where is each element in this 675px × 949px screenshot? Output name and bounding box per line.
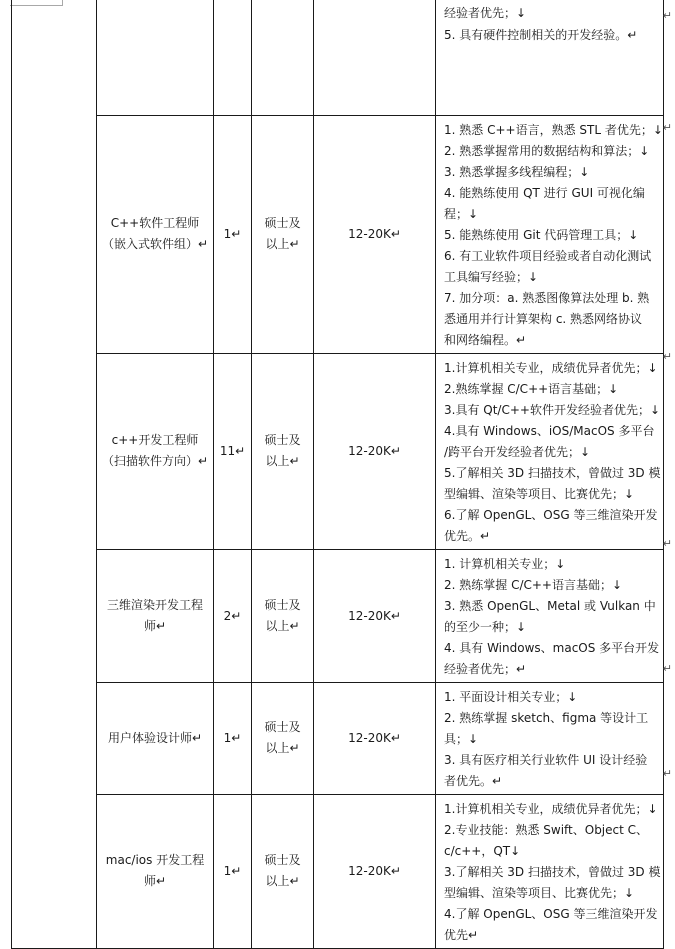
req-line: 1. 熟悉 C++语言，熟悉 STL 者优先；↓	[444, 122, 663, 137]
job-title-sub: （嵌入式软件组）↵	[101, 237, 209, 251]
req-line: 5. 具有硬件控制相关的开发经验。↵	[444, 28, 638, 42]
degree: 硕士及	[264, 597, 301, 612]
table-row	[12, 794, 664, 948]
degree-cell	[252, 794, 314, 948]
requirements-cell	[436, 549, 664, 682]
salary: 12-20K↵	[348, 608, 401, 623]
table-row	[12, 115, 664, 353]
req-line: 2.熟练掌握 C/C++语言基础；↓	[444, 381, 619, 396]
job-title: mac/ios 开发工程	[105, 853, 205, 867]
count-cell	[214, 353, 252, 549]
headcount: 11↵	[219, 444, 246, 458]
salary-cell	[314, 0, 436, 115]
salary: 12-20K↵	[348, 731, 401, 745]
req-line: 2.专业技能：熟悉 Swift、Object C、	[444, 822, 649, 837]
req-line: 1.计算机相关专业，成绩优异者优先；↓	[444, 360, 658, 375]
req-line: 3.了解相关 3D 扫描技术，曾做过 3D 模	[444, 864, 661, 879]
degree-cell	[252, 353, 314, 549]
degree: 硕士及	[264, 216, 301, 230]
headcount: 1↵	[223, 864, 242, 878]
req-line: 经验者优先；↓	[444, 6, 527, 20]
req-line: 的至少一种；↓	[444, 619, 527, 634]
req-line: 工具编写经验；↓	[444, 269, 539, 284]
salary-cell	[314, 682, 436, 794]
table-row	[12, 353, 664, 549]
table-row	[12, 682, 664, 794]
req-line: 2. 熟练掌握 sketch、figma 等设计工	[444, 710, 649, 725]
req-line: 1. 计算机相关专业；↓	[444, 556, 566, 571]
req-line: 具；↓	[444, 731, 479, 746]
req-line: /跨平台开发经验者优先；↓	[444, 444, 591, 459]
headcount: 1↵	[223, 731, 242, 745]
req-line: 程；↓	[444, 206, 479, 221]
title-cell	[97, 682, 214, 794]
requirements-cell	[436, 353, 664, 549]
req-line: 型编辑、渲染等项目、比赛优先；↓	[444, 486, 635, 501]
count-cell	[214, 549, 252, 682]
salary-cell	[314, 115, 436, 353]
requirements-cell	[436, 0, 664, 115]
req-line: 者优先。↵	[444, 773, 503, 788]
req-line: 2. 熟悉掌握常用的数据结构和算法；↓	[444, 143, 650, 158]
department-cell	[12, 0, 97, 948]
req-line: 3. 熟悉掌握多线程编程；↓	[444, 164, 590, 179]
req-line: 型编辑、渲染等项目、比赛优先；↓	[444, 885, 635, 900]
job-title-sub: （扫描软件方向）↵	[101, 454, 209, 468]
salary: 12-20K↵	[348, 444, 401, 458]
req-line: c/c++，QT↓	[444, 843, 521, 858]
degree: 硕士及	[264, 720, 301, 734]
headcount: 2↵	[223, 608, 242, 623]
req-line: 悉通用并行计算架构 c. 熟悉网络协议	[444, 311, 643, 326]
req-line: 5. 能熟练使用 Git 代码管理工具；↓	[444, 227, 639, 242]
degree: 硕士及	[264, 853, 301, 867]
title-cell	[97, 794, 214, 948]
degree: 硕士及	[264, 433, 301, 447]
req-line: 优先↵	[444, 927, 479, 942]
req-line: 3. 具有医疗相关行业软件 UI 设计经验	[444, 752, 648, 767]
count-cell	[214, 794, 252, 948]
req-line: 6. 有工业软件项目经验或者自动化测试	[444, 248, 652, 263]
degree-sub: 以上↵	[265, 741, 300, 755]
headcount: 1↵	[223, 227, 242, 241]
paragraph-mark: ↵	[662, 9, 672, 22]
degree-sub: 以上↵	[265, 237, 300, 251]
degree-sub: 以上↵	[265, 874, 300, 888]
paragraph-mark: ↵	[662, 350, 672, 363]
degree-sub: 以上↵	[265, 618, 300, 633]
table-row	[12, 549, 664, 682]
salary-cell	[314, 549, 436, 682]
req-line: 2. 熟练掌握 C/C++语言基础；↓	[444, 577, 623, 592]
req-line: 经验者优先；↵	[444, 661, 527, 676]
count-cell	[214, 0, 252, 115]
title-cell	[97, 115, 214, 353]
req-line: 3.具有 Qt/C++软件开发经验者优先；↓	[444, 402, 661, 417]
req-line: 优先。↵	[444, 528, 491, 543]
req-line: 3. 熟悉 OpenGL、Metal 或 Vulkan 中	[444, 598, 656, 613]
salary: 12-20K↵	[348, 227, 401, 241]
paragraph-mark: ↵	[662, 121, 672, 134]
job-title: 三维渲染开发工程	[106, 597, 203, 612]
count-cell	[214, 115, 252, 353]
degree-cell	[252, 115, 314, 353]
count-cell	[214, 682, 252, 794]
req-line: 4.具有 Windows、iOS/MacOS 多平台	[444, 423, 655, 438]
degree-cell	[252, 0, 314, 115]
paragraph-mark: ↵	[662, 662, 672, 675]
req-line: 7. 加分项：a. 熟悉图像算法处理 b. 熟	[444, 290, 650, 305]
job-title: C++软件工程师	[110, 216, 200, 230]
requirements-cell	[436, 682, 664, 794]
job-title-sub: 师↵	[143, 618, 167, 633]
req-line: 和网络编程。↵	[444, 332, 527, 347]
degree-cell	[252, 549, 314, 682]
table-row-partial	[12, 0, 664, 115]
req-line: 4. 能熟练使用 QT 进行 GUI 可视化编	[444, 185, 645, 200]
salary-cell	[314, 353, 436, 549]
title-cell	[97, 353, 214, 549]
salary: 12-20K↵	[348, 864, 401, 878]
job-title-sub: 师↵	[143, 874, 167, 888]
requirements-cell	[436, 794, 664, 948]
req-line: 6.了解 OpenGL、OSG 等三维渲染开发	[444, 507, 658, 522]
degree-sub: 以上↵	[265, 454, 300, 468]
job-table	[11, 0, 664, 949]
title-cell	[97, 0, 214, 115]
paragraph-mark: ↵	[662, 537, 672, 550]
req-line: 1. 平面设计相关专业；↓	[444, 689, 578, 704]
job-title: c++开发工程师	[111, 433, 199, 447]
req-line: 1.计算机相关专业，成绩优异者优先；↓	[444, 801, 658, 816]
title-cell	[97, 549, 214, 682]
req-line: 4. 具有 Windows、macOS 多平台开发	[444, 640, 660, 655]
req-line: 4.了解 OpenGL、OSG 等三维渲染开发	[444, 906, 658, 921]
salary-cell	[314, 794, 436, 948]
job-title: 用户体验设计师↵	[107, 730, 203, 745]
requirements-cell	[436, 115, 664, 353]
degree-cell	[252, 682, 314, 794]
paragraph-mark: ↵	[662, 767, 672, 780]
req-line: 5.了解相关 3D 扫描技术，曾做过 3D 模	[444, 465, 661, 480]
